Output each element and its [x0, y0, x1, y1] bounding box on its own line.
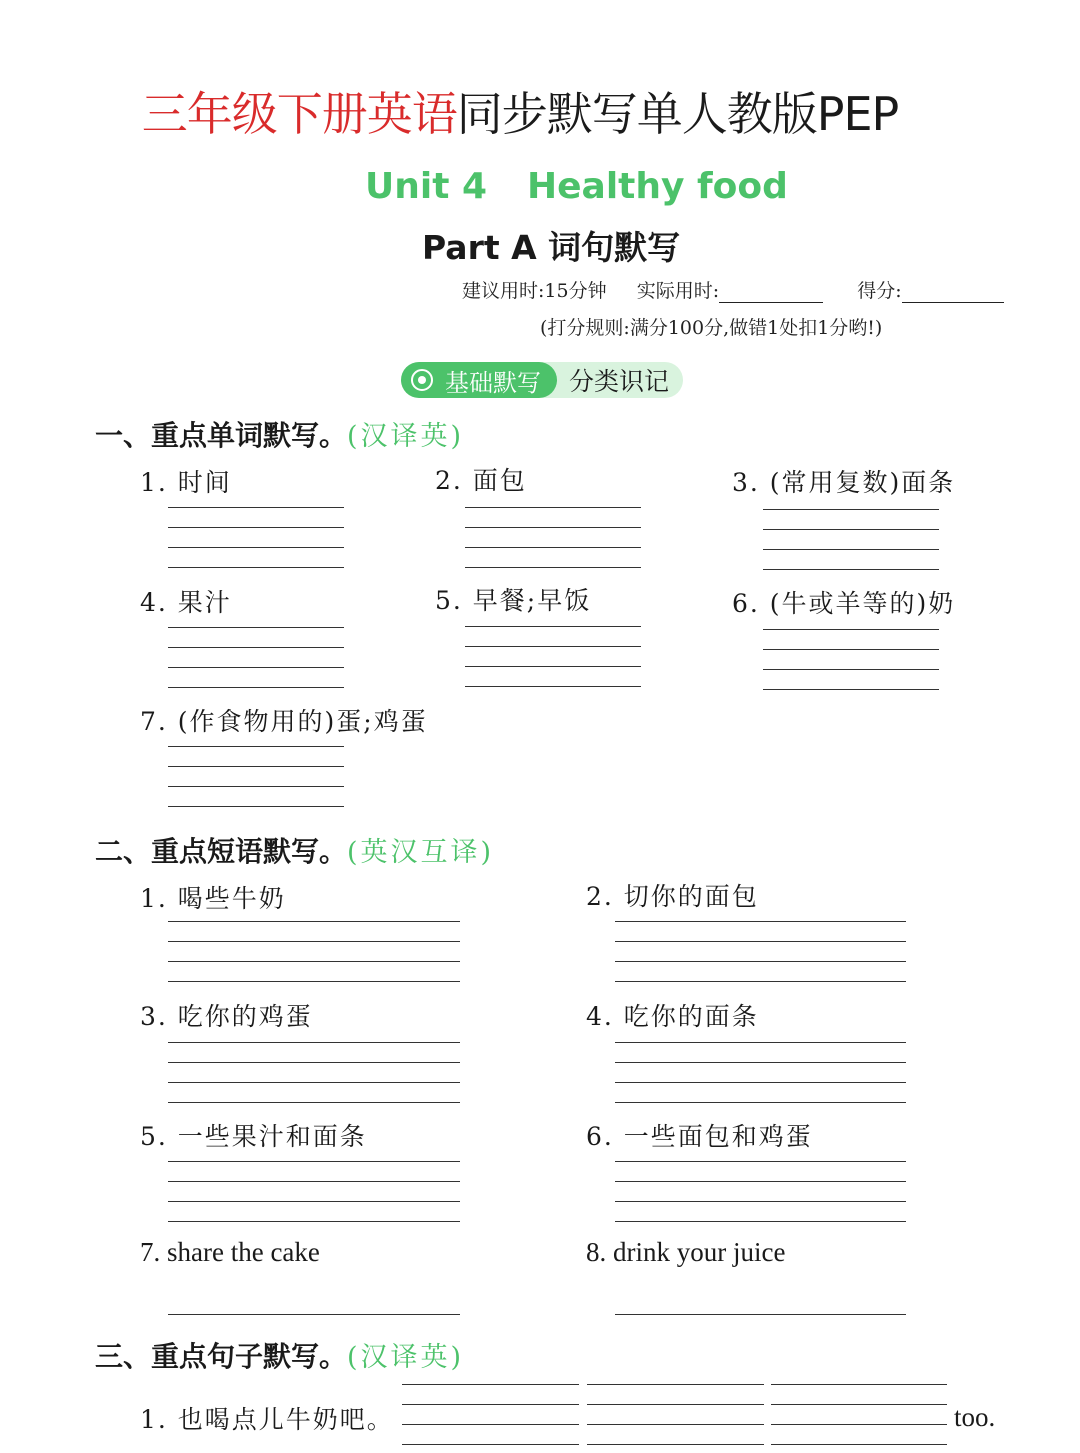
actual-time-label: 实际用时:: [636, 280, 720, 302]
page-title: [0, 78, 1040, 144]
word-item-2: 2. 面包: [435, 466, 527, 495]
section3-hint: (汉译英): [347, 1342, 465, 1373]
phrase-item-3: 3. 吃你的鸡蛋: [140, 1002, 313, 1031]
unit-heading: [365, 166, 788, 207]
badge-primary: [401, 362, 557, 398]
badge-primary-label: 基础默写: [445, 368, 541, 397]
section2-heading: 二、重点短语默写。(英汉互译): [95, 835, 495, 868]
medal-icon: [411, 369, 433, 391]
scoring-rule: (打分规则:满分100分,做错1处扣1分哟!): [540, 317, 883, 339]
section2-hint: (英汉互译): [347, 837, 495, 868]
suggested-time: 建议用时:15分钟: [462, 280, 607, 302]
meta-row: [462, 276, 1004, 303]
word-item-3: 3. (常用复数)面条: [732, 468, 956, 497]
word-item-5: 5. 早餐;早饭: [435, 586, 592, 615]
phrase-item-7: 7. share the cake: [140, 1237, 320, 1267]
word-item-7: 7. (作食物用的)蛋;鸡蛋: [140, 707, 428, 736]
word-item-1: 1. 时间: [140, 468, 232, 497]
phrase-item-4: 4. 吃你的面条: [586, 1002, 759, 1031]
section1-heading: 一、重点单词默写。(汉译英): [95, 419, 465, 452]
unit-name: Healthy food: [527, 166, 788, 207]
score-blank[interactable]: [902, 301, 1004, 303]
phrase-item-6: 6. 一些面包和鸡蛋: [586, 1122, 813, 1151]
section3-heading: 三、重点句子默写。(汉译英): [95, 1340, 465, 1373]
section1-hint: (汉译英): [347, 421, 465, 452]
phrase-item-5: 5. 一些果汁和面条: [140, 1122, 367, 1151]
phrase-item-1: 1. 喝些牛奶: [140, 884, 286, 913]
actual-time-blank[interactable]: [719, 301, 823, 303]
title-black-part: 同步默写单人教版PEP: [456, 87, 899, 141]
phrase-item-8: 8. drink your juice: [586, 1237, 786, 1267]
sentence-suffix: too.: [954, 1402, 996, 1432]
word-item-4: 4. 果汁: [140, 588, 232, 617]
sentence-item-1: 1. 也喝点儿牛奶吧。: [140, 1405, 394, 1434]
word-item-6: 6. (牛或羊等的)奶: [732, 589, 956, 618]
unit-number: Unit 4: [365, 166, 487, 207]
score-label: 得分:: [857, 280, 902, 302]
phrase-item-2: 2. 切你的面包: [586, 882, 759, 911]
part-heading: Part A 词句默写: [422, 228, 681, 267]
category-badge: [401, 362, 683, 398]
title-red-part: 三年级下册英语: [141, 87, 457, 141]
badge-secondary-label: 分类识记: [569, 367, 670, 396]
